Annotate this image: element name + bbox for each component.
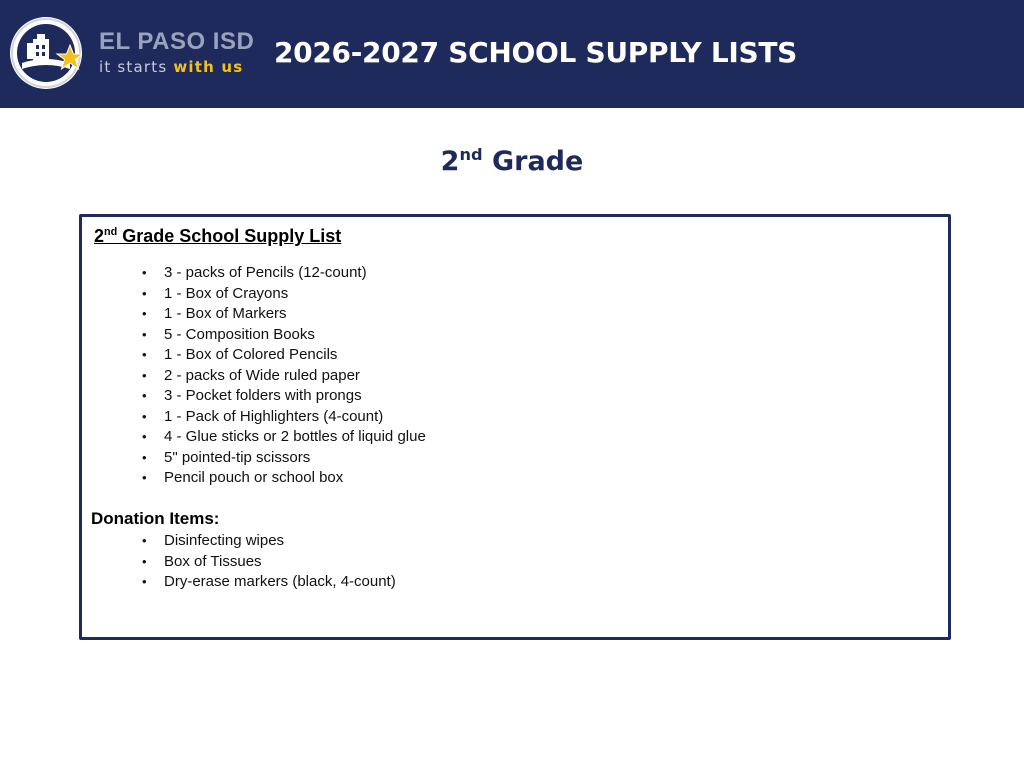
supply-items-list <box>140 263 426 489</box>
header-band <box>0 0 1024 108</box>
list-item <box>140 325 426 346</box>
item-text: 1 - Pack of Highlighters (4-count) <box>164 407 384 425</box>
item-text: 1 - Box of Crayons <box>164 284 289 302</box>
item-text: Box of Tissues <box>164 552 262 570</box>
list-item <box>140 427 426 448</box>
list-item <box>140 407 426 428</box>
list-item <box>140 468 426 489</box>
supply-list-box <box>79 214 951 640</box>
bullet-icon: • <box>142 553 147 569</box>
tagline-accent: with us <box>173 58 244 76</box>
district-name: EL PASO ISD <box>99 28 255 55</box>
item-text: 5 - Composition Books <box>164 325 315 343</box>
page-title: 2026-2027 SCHOOL SUPPLY LISTS <box>274 36 798 69</box>
grade-heading <box>0 142 1024 182</box>
bullet-icon: • <box>142 306 147 321</box>
district-logo-badge <box>10 17 82 89</box>
item-text: 5" pointed-tip scissors <box>164 448 311 466</box>
bullet-icon: • <box>142 326 147 342</box>
item-text: 3 - Pocket folders with prongs <box>164 387 362 404</box>
bullet-icon: • <box>142 449 147 465</box>
item-text: Disinfecting wipes <box>164 532 285 549</box>
list-item <box>140 284 426 305</box>
district-tagline <box>99 58 254 76</box>
grade-word: Grade <box>482 146 584 177</box>
item-text: Dry-erase markers (black, 4-count) <box>164 573 396 590</box>
school-building-star-icon <box>10 17 82 89</box>
list-item <box>140 345 426 366</box>
grade-number: 2 <box>440 146 460 177</box>
list-item <box>140 448 426 469</box>
item-text: 1 - Box of Markers <box>164 305 287 322</box>
donation-items-heading: Donation Items: <box>91 509 220 528</box>
bullet-icon: • <box>142 429 147 444</box>
list-item <box>140 572 396 593</box>
bullet-icon: • <box>142 470 147 485</box>
list-item <box>140 304 426 325</box>
item-text: 4 - Glue sticks or 2 bottles of liquid glue <box>164 428 426 445</box>
list-item <box>140 263 426 284</box>
tagline-prefix: it starts <box>99 58 174 76</box>
supply-list-title <box>94 225 341 247</box>
box-title-rest: Grade School Supply List <box>117 226 342 246</box>
item-text: 3 - packs of Pencils (12-count) <box>164 264 367 281</box>
bullet-icon: • <box>142 347 147 362</box>
box-title-suffix: nd <box>104 226 118 238</box>
district-logo-text <box>99 30 254 76</box>
donation-items-list <box>140 531 396 593</box>
bullet-icon: • <box>142 285 147 301</box>
list-item <box>140 552 396 573</box>
item-text: 1 - Box of Colored Pencils <box>164 346 338 363</box>
box-title-number: 2 <box>94 226 105 246</box>
list-item <box>140 366 426 387</box>
list-item <box>140 386 426 407</box>
bullet-icon: • <box>142 408 147 424</box>
bullet-icon: • <box>142 388 147 403</box>
bullet-icon: • <box>142 574 147 589</box>
item-text: Pencil pouch or school box <box>164 469 344 486</box>
bullet-icon: • <box>142 265 147 280</box>
grade-suffix: nd <box>459 145 483 164</box>
bullet-icon: • <box>142 367 147 383</box>
list-item <box>140 531 396 552</box>
item-text: 2 - packs of Wide ruled paper <box>164 366 360 384</box>
bullet-icon: • <box>142 533 147 548</box>
